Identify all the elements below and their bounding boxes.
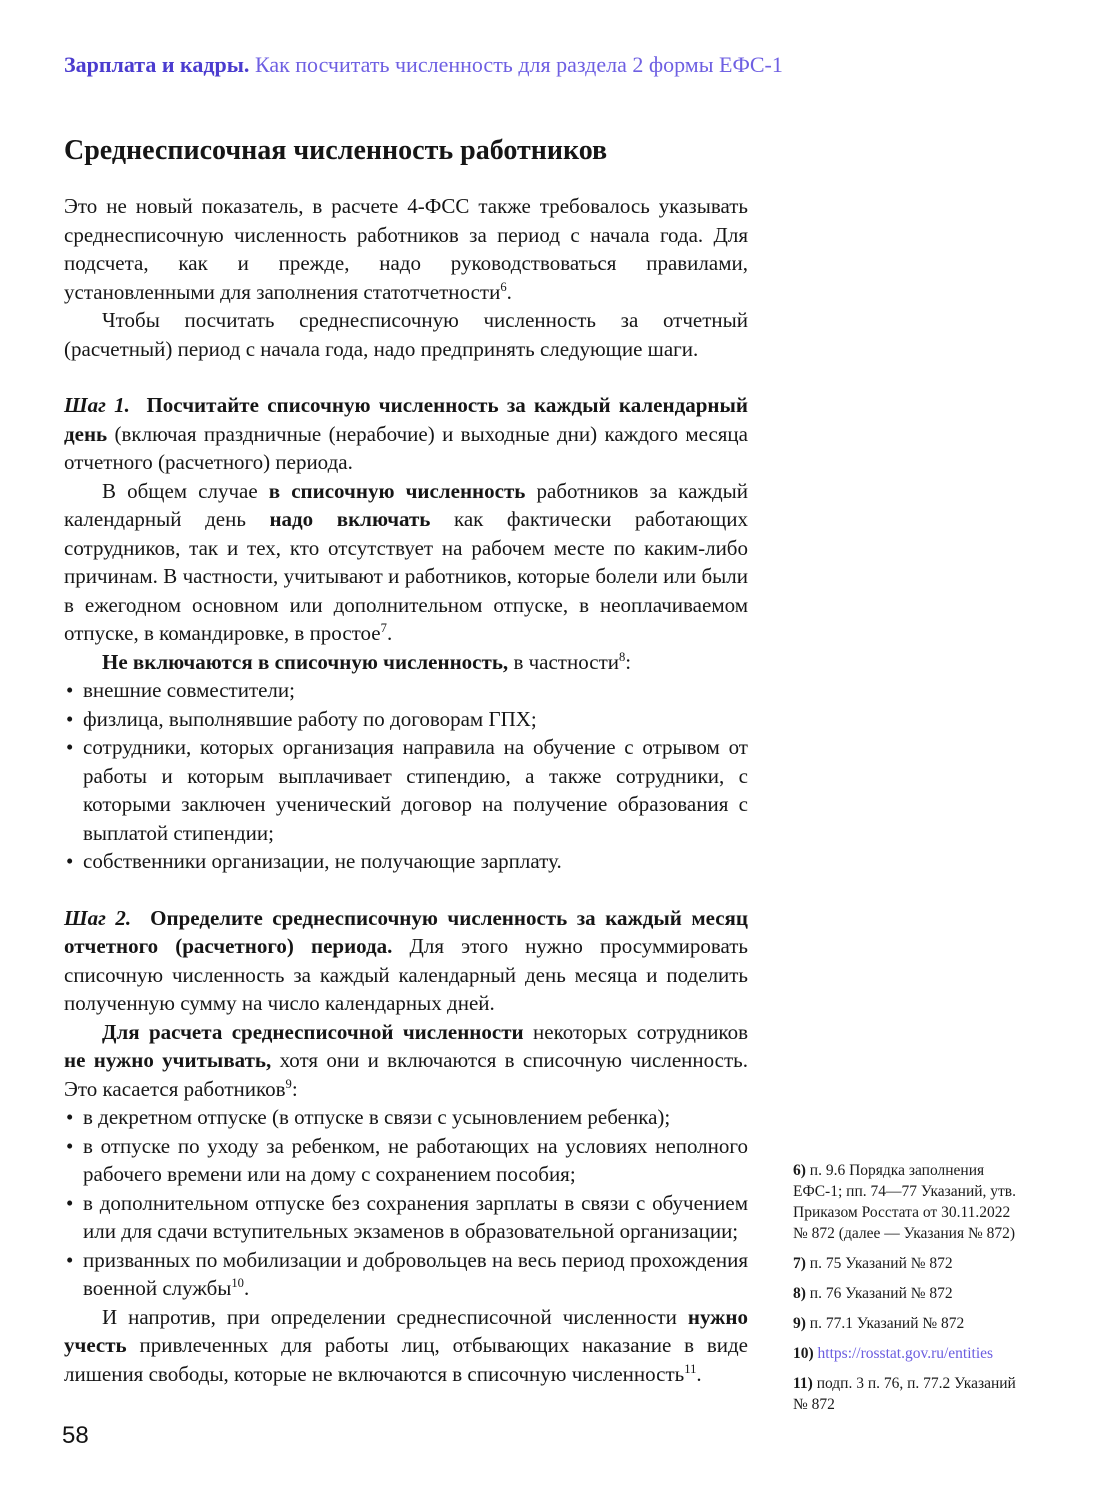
step1-heading-bold: Посчитайте списочную численность за каждый календарный день [64,393,748,446]
closing-paragraph: И напротив, при определении среднесписочной численности нужно учесть привлеченных для работы лиц, отбывающих наказание в виде лишения свободы, которые не включаются в списочную численность$^{11}$. [64,1304,748,1386]
footnote-10: 10) https://rosstat.gov.ru/entities [793,1345,994,1362]
intro-paragraph-2: Чтобы посчитать среднесписочную численность за отчетный (расчетный) период с начала года, надо предпринять следующие шаги. [64,308,748,361]
step2-body-paragraph: Для расчета среднесписочной численности некоторых сотрудников не нужно учитывать, хотя они и включаются в списочную численность. Это касается работников$^9$: [64,1019,748,1101]
step1-body-paragraph: В общем случае в списочную численность работников за каждый календарный день надо включать как фактически работающих сотрудников, так и тех, кто отсутствует на рабочем месте по каким-либо причинам. В частности, учитывают и работников, которые болели или были в ежегодном основном или дополнительном отпуске, в неоплачиваемом отпуске, в командировке, в простое$^7$. [64,478,748,645]
page-number: 58 [62,1422,89,1449]
step1-heading-paragraph: Шаг 1. Посчитайте списочную численность за каждый календарный день (включая праздничные (нерабочие) и выходные дни) каждого месяца отчетного (расчетного) периода. [64,393,748,474]
list-item: • в дополнительном отпуске без сохранения зарплаты в связи с обучением или для сдачи вступительных экзаменов в образовательной организации; [64,1189,748,1246]
footnote-ref-7: 7 [380,621,387,635]
intro-paragraph-1: Это не новый показатель, в расчете 4-ФСС также требовалось указывать среднесписочную численность работников за период с начала года. Для подсчета, как и прежде, надо руководствоваться правилами, установленными для заполнения статотчетности$^6$. [64,194,748,304]
footnote-ref-8: 8 [618,649,626,664]
footnote-ref-9: 9 [285,1076,292,1091]
footnote-ref-6: 6 [500,279,507,294]
footnotes-sidebar [793,1160,1023,1424]
list-item: • собственники организации, не получающие зарплату. [64,847,748,876]
list-item: • в отпуске по уходу за ребенком, не работающих на условиях неполного рабочего времени или на дому с сохранением пособия; [64,1132,748,1189]
footnote-11: 11) подп. 3 п. 76, п. 77.2 Указаний № 872 [793,1375,1016,1413]
footnote-7: 7) п. 75 Указаний № 872 [793,1255,953,1272]
list-item: • физлица, выполнявшие работу по договорам ГПХ; [64,705,748,734]
article-subtitle: Как посчитать численность для раздела 2 формы ЕФС-1 [249,52,783,77]
footnote-ref-10: 10 [231,1276,244,1290]
excluded-from-average-list [64,1103,748,1303]
list-item: • призванных по мобилизации и добровольцев на весь период прохождения военной службы$^{10}$. [64,1246,748,1303]
not-included-heading: Не включаются в списочную численность, в частности$^8$: [102,649,632,674]
footnote-8: 8) п. 76 Указаний № 872 [793,1285,953,1302]
footnote-ref-11: 11 [684,1361,697,1376]
rosstat-link[interactable]: https://rosstat.gov.ru/entities [817,1345,994,1362]
page-kicker [64,52,1044,78]
list-item: • внешние совместители; [64,676,748,705]
step2-label: Шаг 2. [64,905,132,930]
step1-label: Шаг 1. [64,393,130,417]
step2-heading-paragraph: Шаг 2. Определите среднесписочную численность за каждый месяц отчетного (расчетного) периода. Для этого нужно просуммировать списочную численность за каждый календарный день месяца и поделить полученную сумму на число календарных дней. [64,905,748,1015]
list-item: • в декретном отпуске (в отпуске в связи с усыновлением ребенка); [64,1103,748,1132]
list-item: • сотрудники, которых организация направила на обучение с отрывом от работы и которым выплачивает стипендию, а также сотрудники, с которыми заключен ученический договор на получение образования с выплатой стипендии; [64,733,748,847]
not-included-list [64,676,748,876]
page-title: Среднесписочная численность работников [64,135,608,166]
footnote-6: 6) п. 9.6 Порядка заполнения ЕФС-1; пп. 74—77 Указаний, утв. Приказом Росстата от 30.11.2022 № 872 (далее — Указания № 872) [793,1162,1017,1242]
article-body [64,134,748,1388]
footnote-9: 9) п. 77.1 Указаний № 872 [793,1315,965,1332]
rubric-label: Зарплата и кадры. [64,52,250,77]
step2-heading-bold: Определите среднесписочную численность за каждый месяц отчетного (расчетного) периода. [64,905,748,958]
